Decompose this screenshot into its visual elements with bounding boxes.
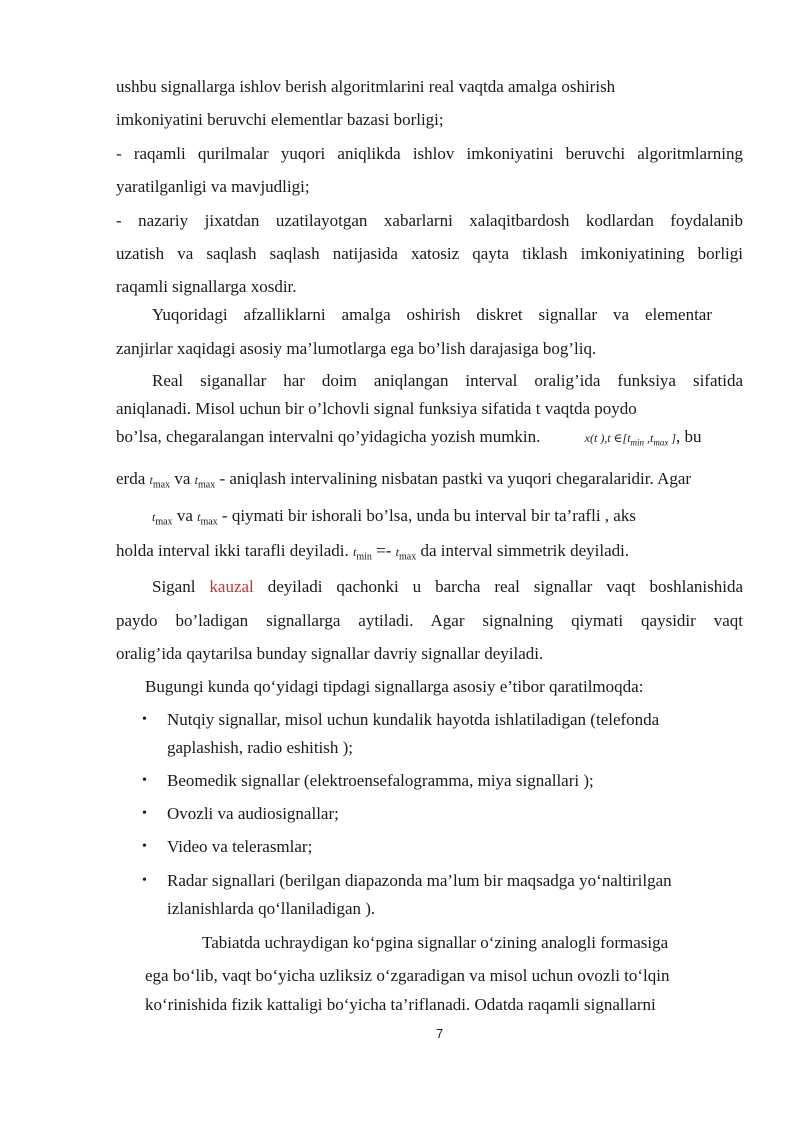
t-max-symbol: $t_{max}$ <box>194 473 216 491</box>
text-line: uzatish va saqlash saqlash natijasida xatosiz qayta tiklash imkoniyatining borligi <box>116 244 743 263</box>
paragraph-start-line: Yuqoridagi afzalliklarni amalga oshirish diskret signallar va elementar <box>152 305 712 324</box>
paragraph-start-line: Siganl kauzal deyiladi qachonki u barcha real signallar vaqt boshlanishida <box>152 577 743 596</box>
interval-formula: x(t ),t $\in[t_{min}$ $,t_{max}$ ] <box>584 431 677 448</box>
text-line: ega bo‘lib, vaqt bo‘yicha uzliksiz o‘zgaradigan va misol uchun ovozli to‘lqin <box>145 966 670 985</box>
t-max-symbol: $t_{max}$ <box>197 510 218 528</box>
text-line: ushbu signallarga ishlov berish algoritmlarini real vaqtda amalga oshirish <box>116 77 616 96</box>
text-line: aniqlanadi. Misol uchun bir o’lchovli signal funksiya sifatida t vaqtda poydo <box>116 399 637 418</box>
bullet-icon: • <box>142 773 147 788</box>
bullet-icon: • <box>142 712 147 727</box>
list-item: Nutqiy signallar, misol uchun kundalik hayotda ishlatiladigan (telefonda <box>167 710 660 729</box>
bullet-icon: • <box>142 873 147 888</box>
list-item: Video va telerasmlar; <box>167 837 313 856</box>
t-min-symbol: $t_{min}$ <box>352 545 372 563</box>
bullet-icon: • <box>142 806 147 821</box>
t-max-symbol: $t_{max}$ <box>149 473 171 491</box>
text-line: - nazariy jixatdan uzatilayotgan xabarlarni xalaqitbardosh kodlardan foydalanib <box>116 211 743 230</box>
text-line: zanjirlar xaqidagi asosiy ma’lumotlarga ega bo’lish darajasiga bog’liq. <box>116 339 597 358</box>
text-line: raqamli signallarga xosdir. <box>116 277 297 296</box>
text-line: yaratilganligi va mavjudligi; <box>116 177 310 196</box>
bullet-icon: • <box>142 839 147 854</box>
list-item: Ovozli va audiosignallar; <box>167 804 339 823</box>
paragraph-start-line: Tabiatda uchraydigan ko‘pgina signallar o‘zining analogli formasiga <box>202 933 669 952</box>
text-line: erda $t_{max}$ va $t_{max}$ - aniqlash intervalining nisbatan pastki va yuqori chegaralaridir. Agar <box>116 469 692 491</box>
list-item: Radar signallari (berilgan diapazonda ma’lum bir maqsadga yo‘naltirilgan <box>167 871 672 890</box>
text-line: paydo bo’ladigan signallarga aytiladi. Agar signalning qiymati qaysidir vaqt <box>116 611 743 630</box>
t-max-symbol: $t_{max}$ <box>152 510 173 528</box>
paragraph-start-line: Real siganallar har doim aniqlangan interval oralig’ida funksiya sifatida <box>152 371 743 390</box>
text-line: $t_{max}$ va $t_{max}$ - qiymati bir ishorali bo’lsa, unda bu interval bir ta’rafli , aks <box>152 506 636 528</box>
list-item-continuation: izlanishlarda qo‘llaniladigan ). <box>167 899 376 918</box>
text-line: imkoniyatini beruvchi elementlar bazasi borligi; <box>116 110 444 129</box>
list-item-continuation: gaplashish, radio eshitish ); <box>167 738 354 757</box>
text-line: ko‘rinishida fizik kattaligi bo‘yicha ta’riflanadi. Odatda raqamli signallarni <box>145 995 656 1014</box>
text-line: holda interval ikki tarafli deyiladi. $t_{min} =- t_{max}$ da interval simmetrik deyiladi. <box>116 541 630 563</box>
text-segment: , bu <box>676 427 702 446</box>
text-segment: bo’lsa, chegaralangan intervalni qo’yidagicha yozish mumkin. <box>116 427 541 446</box>
highlighted-term: kauzal <box>209 577 254 596</box>
text-line: oralig’ida qaytarilsa bunday signallar davriy signallar deyiladi. <box>116 644 544 663</box>
text-line: - raqamli qurilmalar yuqori aniqlikda ishlov imkoniyatini beruvchi algoritmlarning <box>116 144 743 163</box>
list-item: Beomedik signallar (elektroensefalogramma, miya signallari ); <box>167 771 594 790</box>
text-line-with-formula <box>116 426 743 453</box>
t-max-symbol: $t_{max}$ <box>395 545 417 563</box>
page-number: 7 <box>436 1026 444 1041</box>
list-intro: Bugungi kunda qo‘yidagi tipdagi signallarga asosiy e’tibor qaratilmoqda: <box>145 677 644 696</box>
